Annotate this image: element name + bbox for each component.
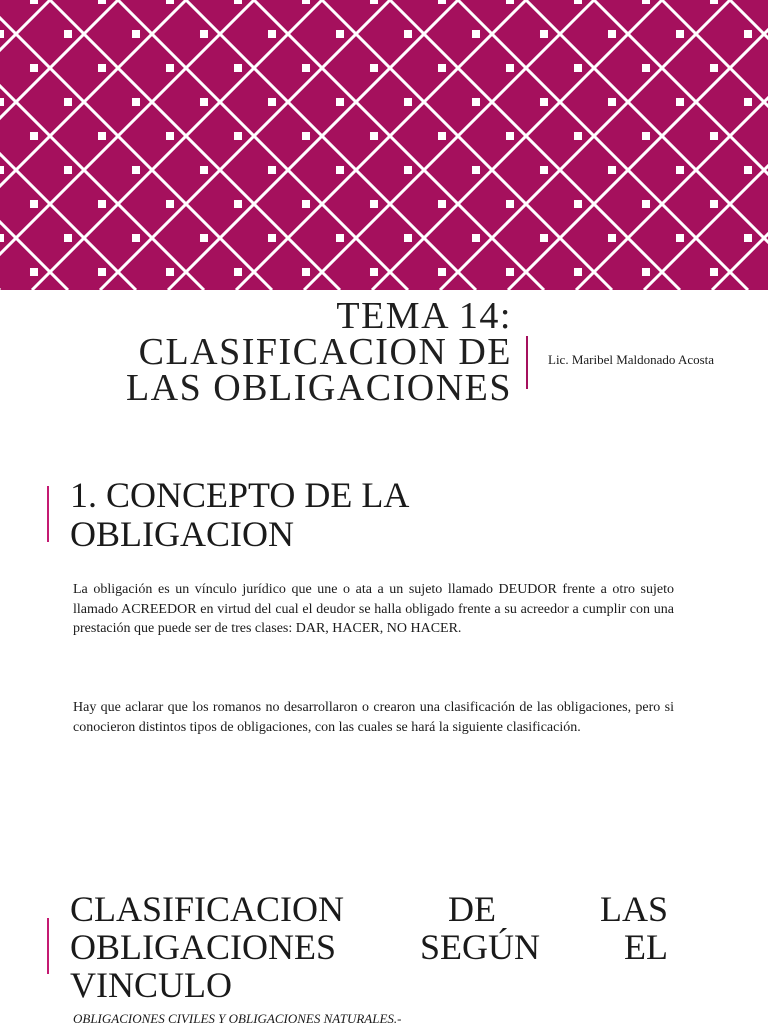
section-accent-bar	[47, 918, 49, 974]
section-heading-line-2: OBLIGACION	[70, 514, 294, 554]
definition-paragraph: La obligación es un vínculo jurídico que une o ata a un sujeto llamado DEUDOR frente a otro sujeto llamado ACREEDOR en virtud del cual el deudor se halla obligado frente a su acreedor a cumplir con una prestación que puede ser de tres clases: DAR, HACER, NO HACER.	[73, 582, 674, 636]
title-line-1: TEMA 14:	[336, 295, 512, 337]
heading-word: EL	[624, 927, 668, 967]
heading-word: OBLIGACIONES	[70, 927, 336, 967]
section-heading-line-1: 1. CONCEPTO DE LA	[70, 475, 410, 515]
section-heading-clasificacion	[70, 890, 668, 1004]
author-name: Lic. Maribel Maldonado Acosta	[548, 352, 715, 367]
title-line-2: CLASIFICACION DE	[138, 331, 512, 373]
heading-word: DE	[448, 889, 496, 929]
heading-row	[70, 928, 668, 966]
presentation-title	[60, 295, 512, 409]
heading-word: LAS	[599, 889, 668, 929]
heading-word: SEGÚN	[420, 927, 541, 967]
clarification-paragraph: Hay que aclarar que los romanos no desarrollaron o crearon una clasificación de las obligaciones, pero si conocieron distintos tipos de obligaciones, con las cuales se hará la siguiente clasificación.	[73, 700, 674, 735]
heading-row	[70, 890, 668, 928]
section-heading-concepto	[70, 476, 730, 554]
heading-row	[70, 966, 668, 1004]
title-line-3: LAS OBLIGACIONES	[125, 367, 512, 409]
decorative-pattern-banner	[0, 0, 768, 290]
subheading-civiles-naturales: OBLIGACIONES CIVILES Y OBLIGACIONES NATURALES.-	[73, 1011, 402, 1024]
section-accent-bar	[47, 486, 49, 542]
heading-word: VINCULO	[70, 965, 232, 1005]
heading-word: CLASIFICACION	[70, 889, 345, 929]
diamond-lattice-pattern	[0, 0, 768, 290]
title-divider	[526, 336, 528, 389]
